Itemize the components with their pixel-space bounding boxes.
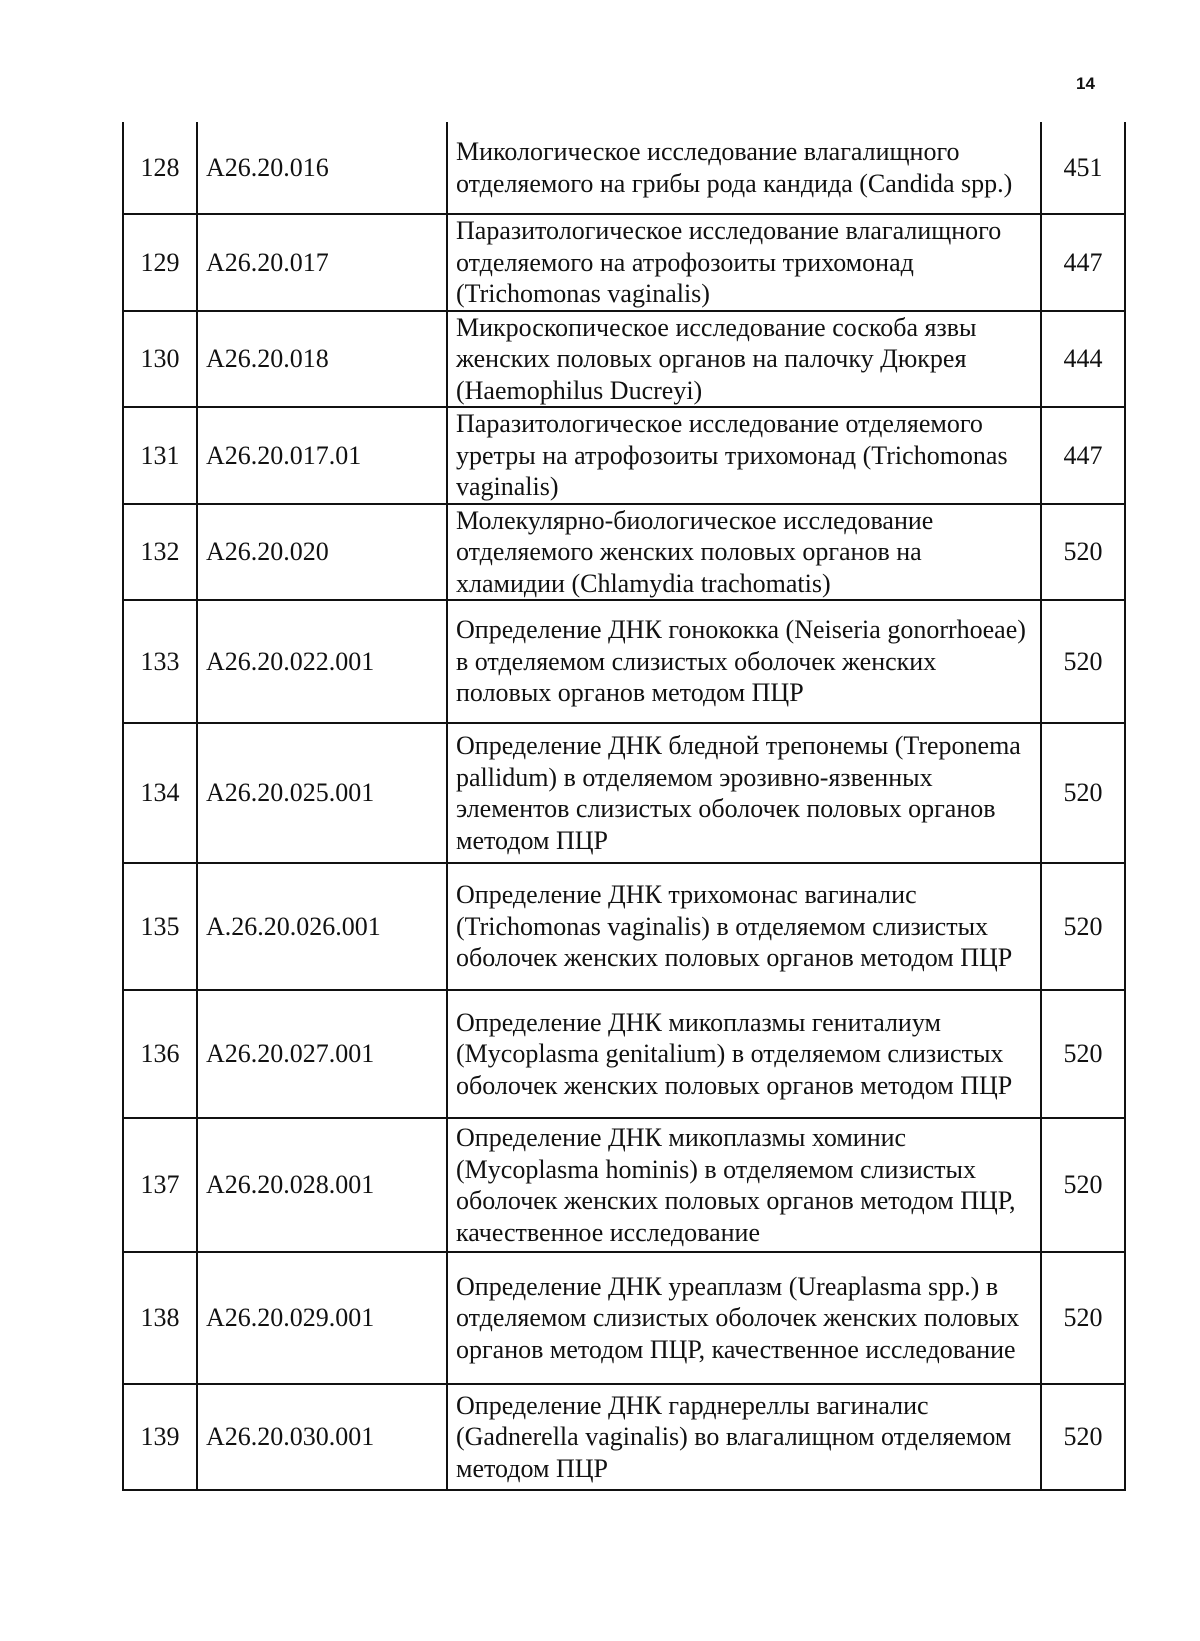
service-name: Определение ДНК гарднереллы вагиналис (Gadnerella vaginalis) во влагалищном отделяемом методом ПЦР (447, 1384, 1041, 1490)
service-code: A.26.20.026.001 (197, 863, 447, 990)
table-row (123, 311, 1125, 408)
row-number: 136 (123, 990, 197, 1118)
service-price: 520 (1041, 863, 1125, 990)
service-name: Паразитологическое исследование влагалищного отделяемого на атрофозоиты трихомонад (Trichomonas vaginalis) (447, 214, 1041, 311)
service-code: A26.20.030.001 (197, 1384, 447, 1490)
table-row (123, 1252, 1125, 1384)
service-code: A26.20.029.001 (197, 1252, 447, 1384)
table-row (123, 504, 1125, 601)
service-price: 520 (1041, 600, 1125, 723)
row-number: 133 (123, 600, 197, 723)
service-code: A26.20.027.001 (197, 990, 447, 1118)
services-price-table (122, 122, 1126, 1491)
table-row (123, 1384, 1125, 1490)
row-number: 129 (123, 214, 197, 311)
row-number: 128 (123, 122, 197, 214)
row-number: 130 (123, 311, 197, 408)
service-name: Определение ДНК уреаплазм (Ureaplasma spp.) в отделяемом слизистых оболочек женских половых органов методом ПЦР, качественное исследование (447, 1252, 1041, 1384)
service-price: 520 (1041, 504, 1125, 601)
page-number: 14 (1076, 74, 1095, 93)
table-row (123, 122, 1125, 214)
service-code: A26.20.017 (197, 214, 447, 311)
service-name: Определение ДНК гонококка (Neiseria gonorrhoeae) в отделяемом слизистых оболочек женских половых органов методом ПЦР (447, 600, 1041, 723)
service-name: Определение ДНК трихомонас вагиналис (Trichomonas vaginalis) в отделяемом слизистых оболочек женских половых органов методом ПЦР (447, 863, 1041, 990)
service-price: 520 (1041, 1384, 1125, 1490)
service-name: Определение ДНК бледной трепонемы (Treponema pallidum) в отделяемом эрозивно-язвенных элементов слизистых оболочек половых органов методом ПЦР (447, 723, 1041, 863)
row-number: 132 (123, 504, 197, 601)
service-name: Паразитологическое исследование отделяемого уретры на атрофозоиты трихомонад (Trichomonas vaginalis) (447, 407, 1041, 504)
row-number: 131 (123, 407, 197, 504)
row-number: 137 (123, 1118, 197, 1252)
service-price: 520 (1041, 1252, 1125, 1384)
service-price: 520 (1041, 723, 1125, 863)
service-code: A26.20.020 (197, 504, 447, 601)
service-name: Определение ДНК микоплазмы гениталиум (Mycoplasma genitalium) в отделяемом слизистых оболочек женских половых органов методом ПЦР (447, 990, 1041, 1118)
service-name: Микроскопическое исследование соскоба язвы женских половых органов на палочку Дюкрея (Haemophilus Ducreyi) (447, 311, 1041, 408)
service-price: 520 (1041, 1118, 1125, 1252)
service-name: Микологическое исследование влагалищного отделяемого на грибы рода кандида (Candida spp.) (447, 122, 1041, 214)
row-number: 139 (123, 1384, 197, 1490)
service-name: Молекулярно-биологическое исследование отделяемого женских половых органов на хламидии (Chlamydia trachomatis) (447, 504, 1041, 601)
table-row (123, 990, 1125, 1118)
service-price: 447 (1041, 214, 1125, 311)
row-number: 134 (123, 723, 197, 863)
table-row (123, 600, 1125, 723)
service-code: A26.20.028.001 (197, 1118, 447, 1252)
service-price: 451 (1041, 122, 1125, 214)
service-name: Определение ДНК микоплазмы хоминис (Mycoplasma hominis) в отделяемом слизистых оболочек женских половых органов методом ПЦР, качественное исследование (447, 1118, 1041, 1252)
service-code: A26.20.018 (197, 311, 447, 408)
service-code: A26.20.016 (197, 122, 447, 214)
table-row (123, 214, 1125, 311)
row-number: 135 (123, 863, 197, 990)
table-row (123, 1118, 1125, 1252)
table-row (123, 723, 1125, 863)
service-code: A26.20.025.001 (197, 723, 447, 863)
service-code: A26.20.017.01 (197, 407, 447, 504)
table-row (123, 407, 1125, 504)
service-price: 447 (1041, 407, 1125, 504)
service-code: A26.20.022.001 (197, 600, 447, 723)
row-number: 138 (123, 1252, 197, 1384)
service-price: 520 (1041, 990, 1125, 1118)
service-price: 444 (1041, 311, 1125, 408)
table-row (123, 863, 1125, 990)
